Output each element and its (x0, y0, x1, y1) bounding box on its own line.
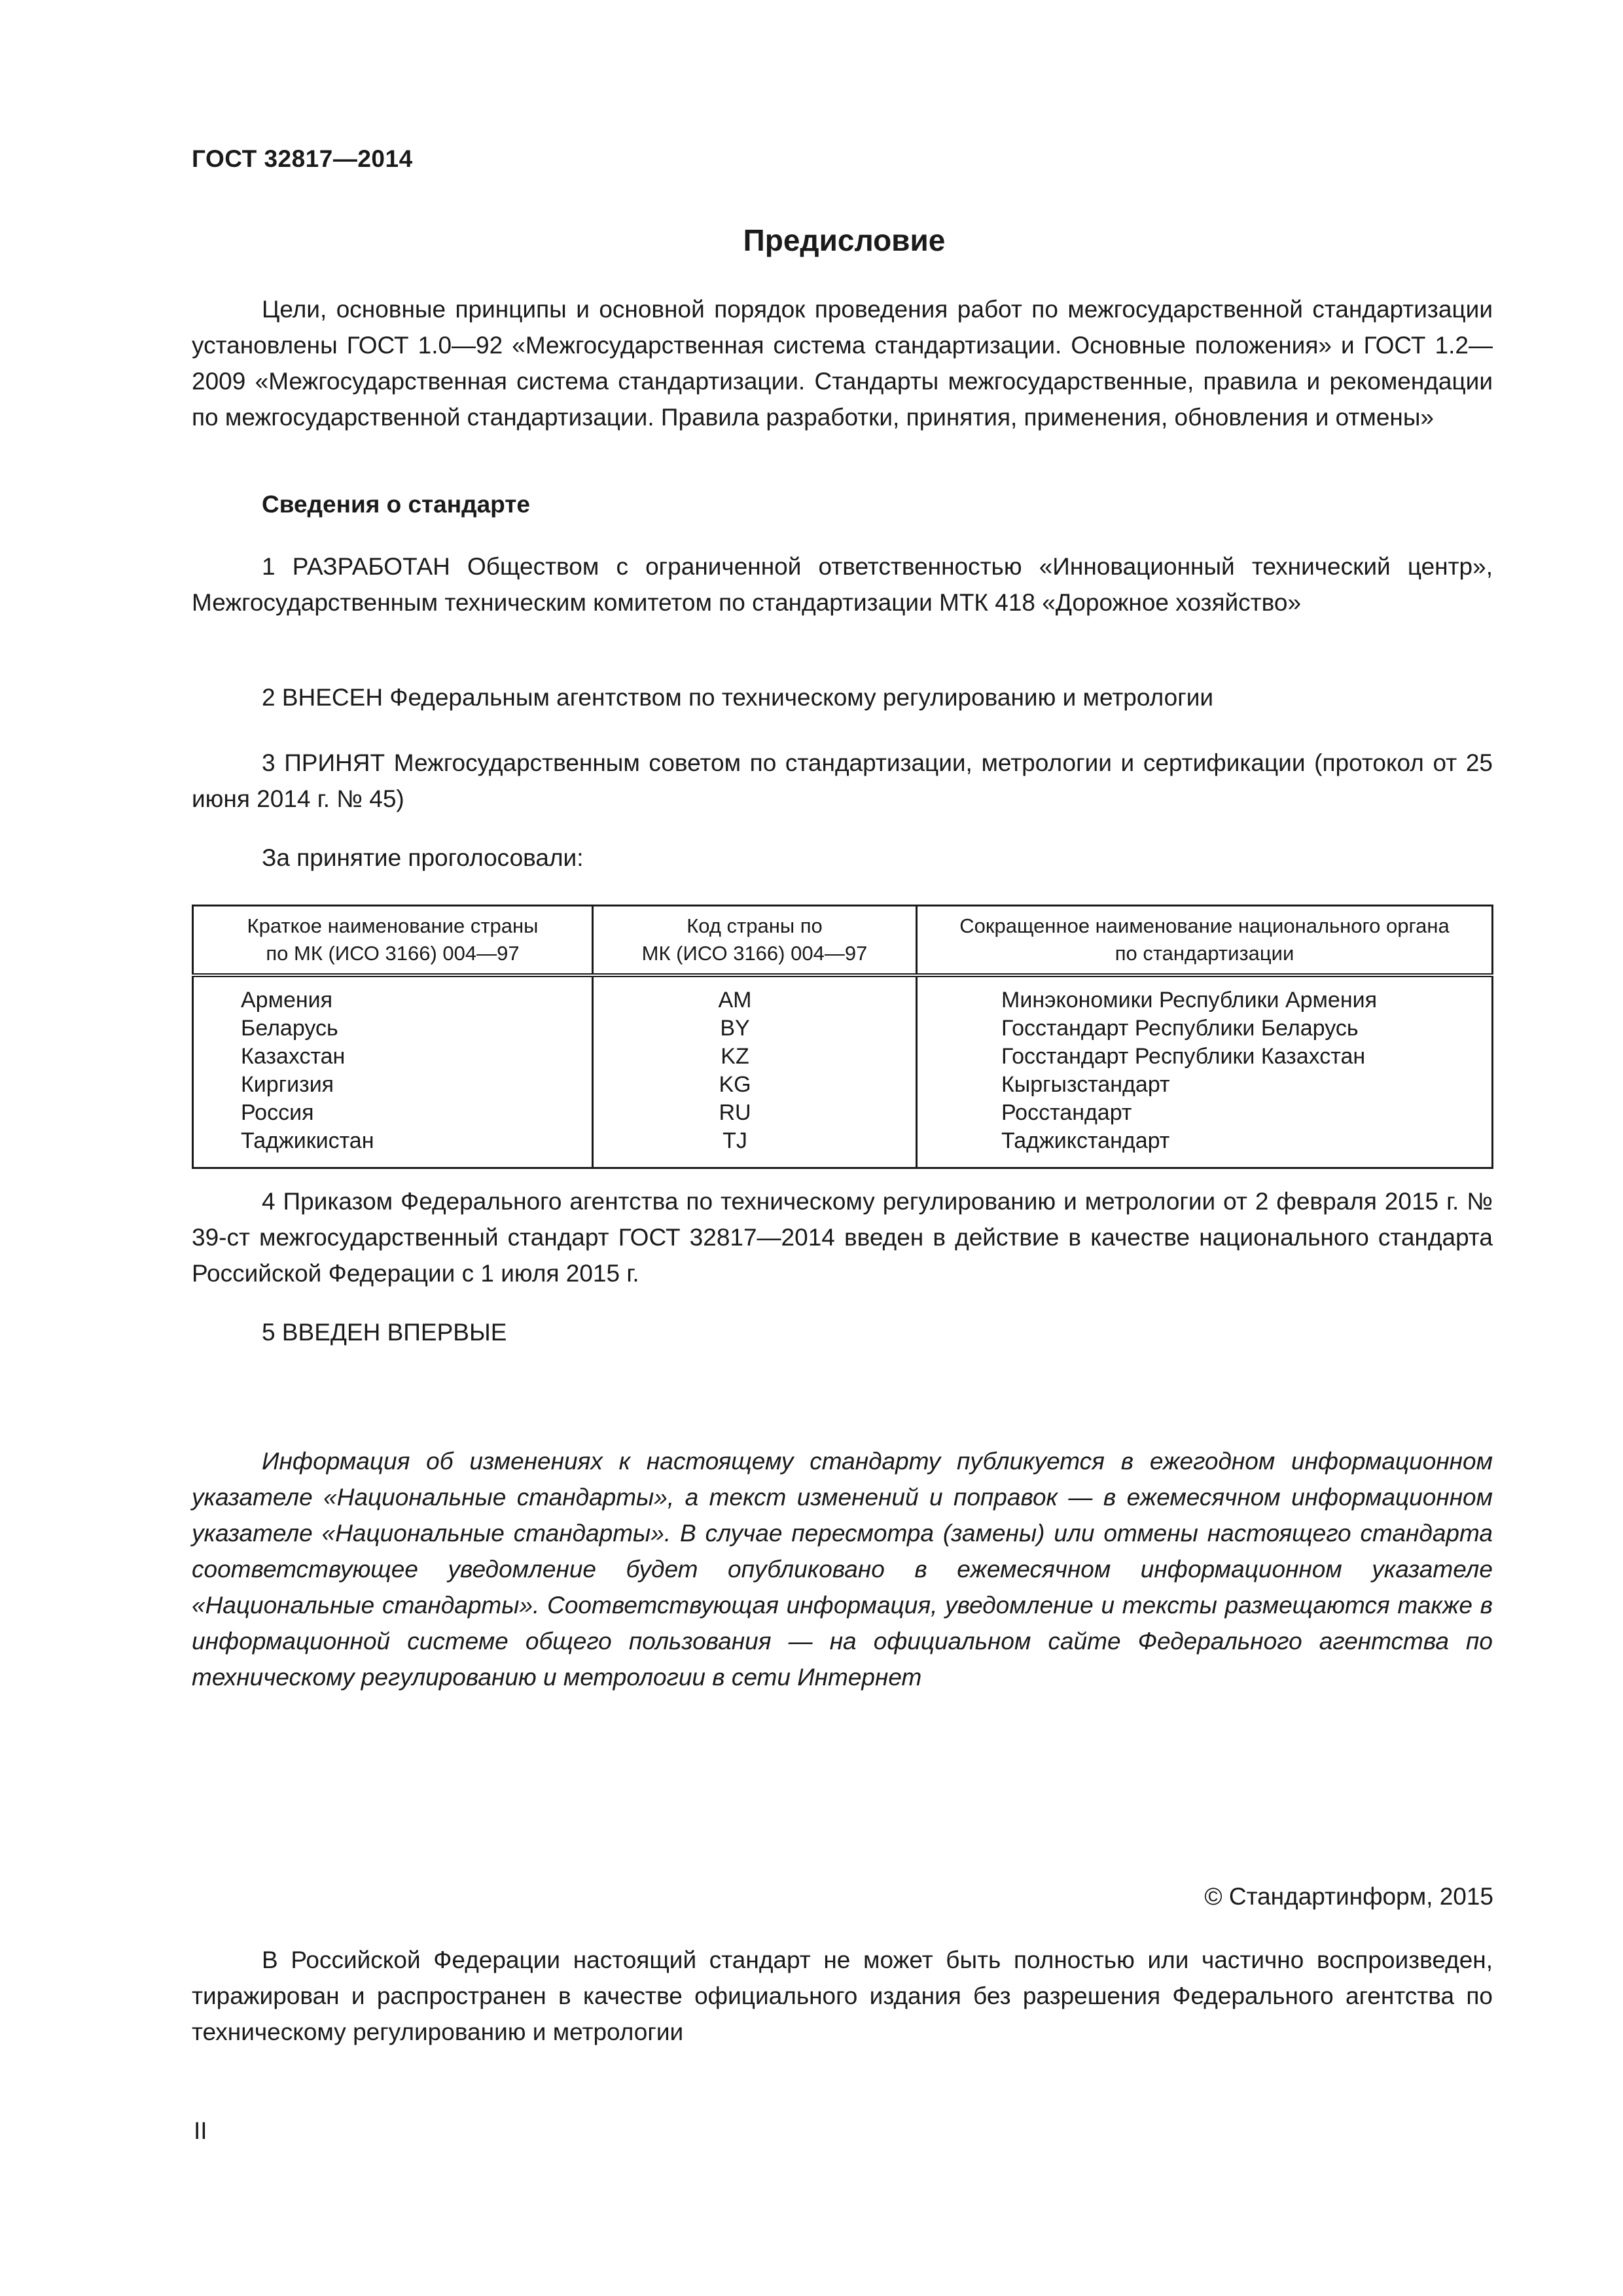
page-title: Предисловие (743, 223, 946, 257)
code-cell: AM (593, 975, 917, 1014)
item-adopted: 3 ПРИНЯТ Межгосударственным советом по стандартизации, метрологии и сертификации (протокол от 25 июня 2014 г. № 45) (192, 749, 1493, 812)
body-cell: Росстандарт (917, 1099, 1493, 1127)
header-country: Краткое наименование страны по МК (ИСО 3166) 004—97 (193, 906, 593, 976)
country-cell: Казахстан (193, 1043, 593, 1071)
item-order: 4 Приказом Федерального агентства по техническому регулированию и метрологии от 2 февраля 2015 г. № 39-ст межгосударственный стандарт ГОСТ 32817—2014 введен в действие в качестве национального стандарта Российской Федерации с 1 июля 2015 г. (192, 1188, 1493, 1287)
body-cell: Госстандарт Республики Беларусь (917, 1014, 1493, 1043)
copyright: © Стандартинформ, 2015 (1204, 1883, 1493, 1910)
intro-paragraph: Цели, основные принципы и основной порядок проведения работ по межгосударственной стандартизации установлены ГОСТ 1.0—92 «Межгосударственная система стандартизации. Основные положения» и ГОСТ 1.2—2009 «Межгосударственная система стандартизации. Стандарты межгосударственные, правила и рекомендации по межгосударственной стандартизации. Правила разработки, принятия, применения, обновления и отмены» (192, 296, 1493, 431)
table-row (193, 975, 1493, 1014)
table-row (193, 1014, 1493, 1043)
country-cell: Россия (193, 1099, 593, 1127)
code-cell: KZ (593, 1043, 917, 1071)
body-cell: Госстандарт Республики Казахстан (917, 1043, 1493, 1071)
header-body: Сокращенное наименование национального органа по стандартизации (917, 906, 1493, 976)
country-cell: Армения (193, 975, 593, 1014)
standard-code: ГОСТ 32817—2014 (192, 145, 413, 172)
page-number: II (194, 2117, 207, 2144)
code-cell: TJ (593, 1127, 917, 1168)
item-introduced: 5 ВВЕДЕН ВПЕРВЫЕ (262, 1319, 507, 1346)
body-cell: Таджикстандарт (917, 1127, 1493, 1168)
voted-label: За принятие проголосовали: (262, 844, 584, 871)
restriction-note: В Российской Федерации настоящий стандарт не может быть полностью или частично воспроизведен, тиражирован и распространен в качестве официального издания без разрешения Федерального агентства по техническому регулированию и метрологии (192, 1946, 1493, 2045)
code-cell: RU (593, 1099, 917, 1127)
table-header-row (193, 906, 1493, 976)
country-cell: Таджикистан (193, 1127, 593, 1168)
country-cell: Беларусь (193, 1014, 593, 1043)
change-notice: Информация об изменениях к настоящему стандарту публикуется в ежегодном информационном указателе «Национальные стандарты», а текст изменений и поправок — в ежемесячном информационном указателе «Национальные стандарты». В случае пересмотра (замены) или отмены настоящего стандарта соответствующее уведомление будет опубликовано в ежемесячном информационном указателе «Национальные стандарты». Соответствующая информация, уведомление и тексты размещаются также в информационной системе общего пользования — на официальном сайте Федерального агентства по техническому регулированию и метрологии в сети Интернет (192, 1448, 1493, 1691)
body-cell: Минэкономики Республики Армения (917, 975, 1493, 1014)
country-cell: Киргизия (193, 1071, 593, 1099)
code-cell: BY (593, 1014, 917, 1043)
header-code: Код страны по МК (ИСО 3166) 004—97 (593, 906, 917, 976)
table-row (193, 1127, 1493, 1168)
section-heading: Сведения о стандарте (262, 491, 530, 518)
item-developed: 1 РАЗРАБОТАН Обществом с ограниченной ответственностью «Инновационный технический центр», Межгосударственным техническим комитетом по стандартизации МТК 418 «Дорожное хозяйство» (192, 553, 1493, 616)
table-row (193, 1043, 1493, 1071)
item-submitted: 2 ВНЕСЕН Федеральным агентством по техническому регулированию и метрологии (262, 684, 1214, 711)
voting-table (192, 905, 1493, 1169)
body-cell: Кыргызстандарт (917, 1071, 1493, 1099)
table-row (193, 1099, 1493, 1127)
code-cell: KG (593, 1071, 917, 1099)
table-row (193, 1071, 1493, 1099)
